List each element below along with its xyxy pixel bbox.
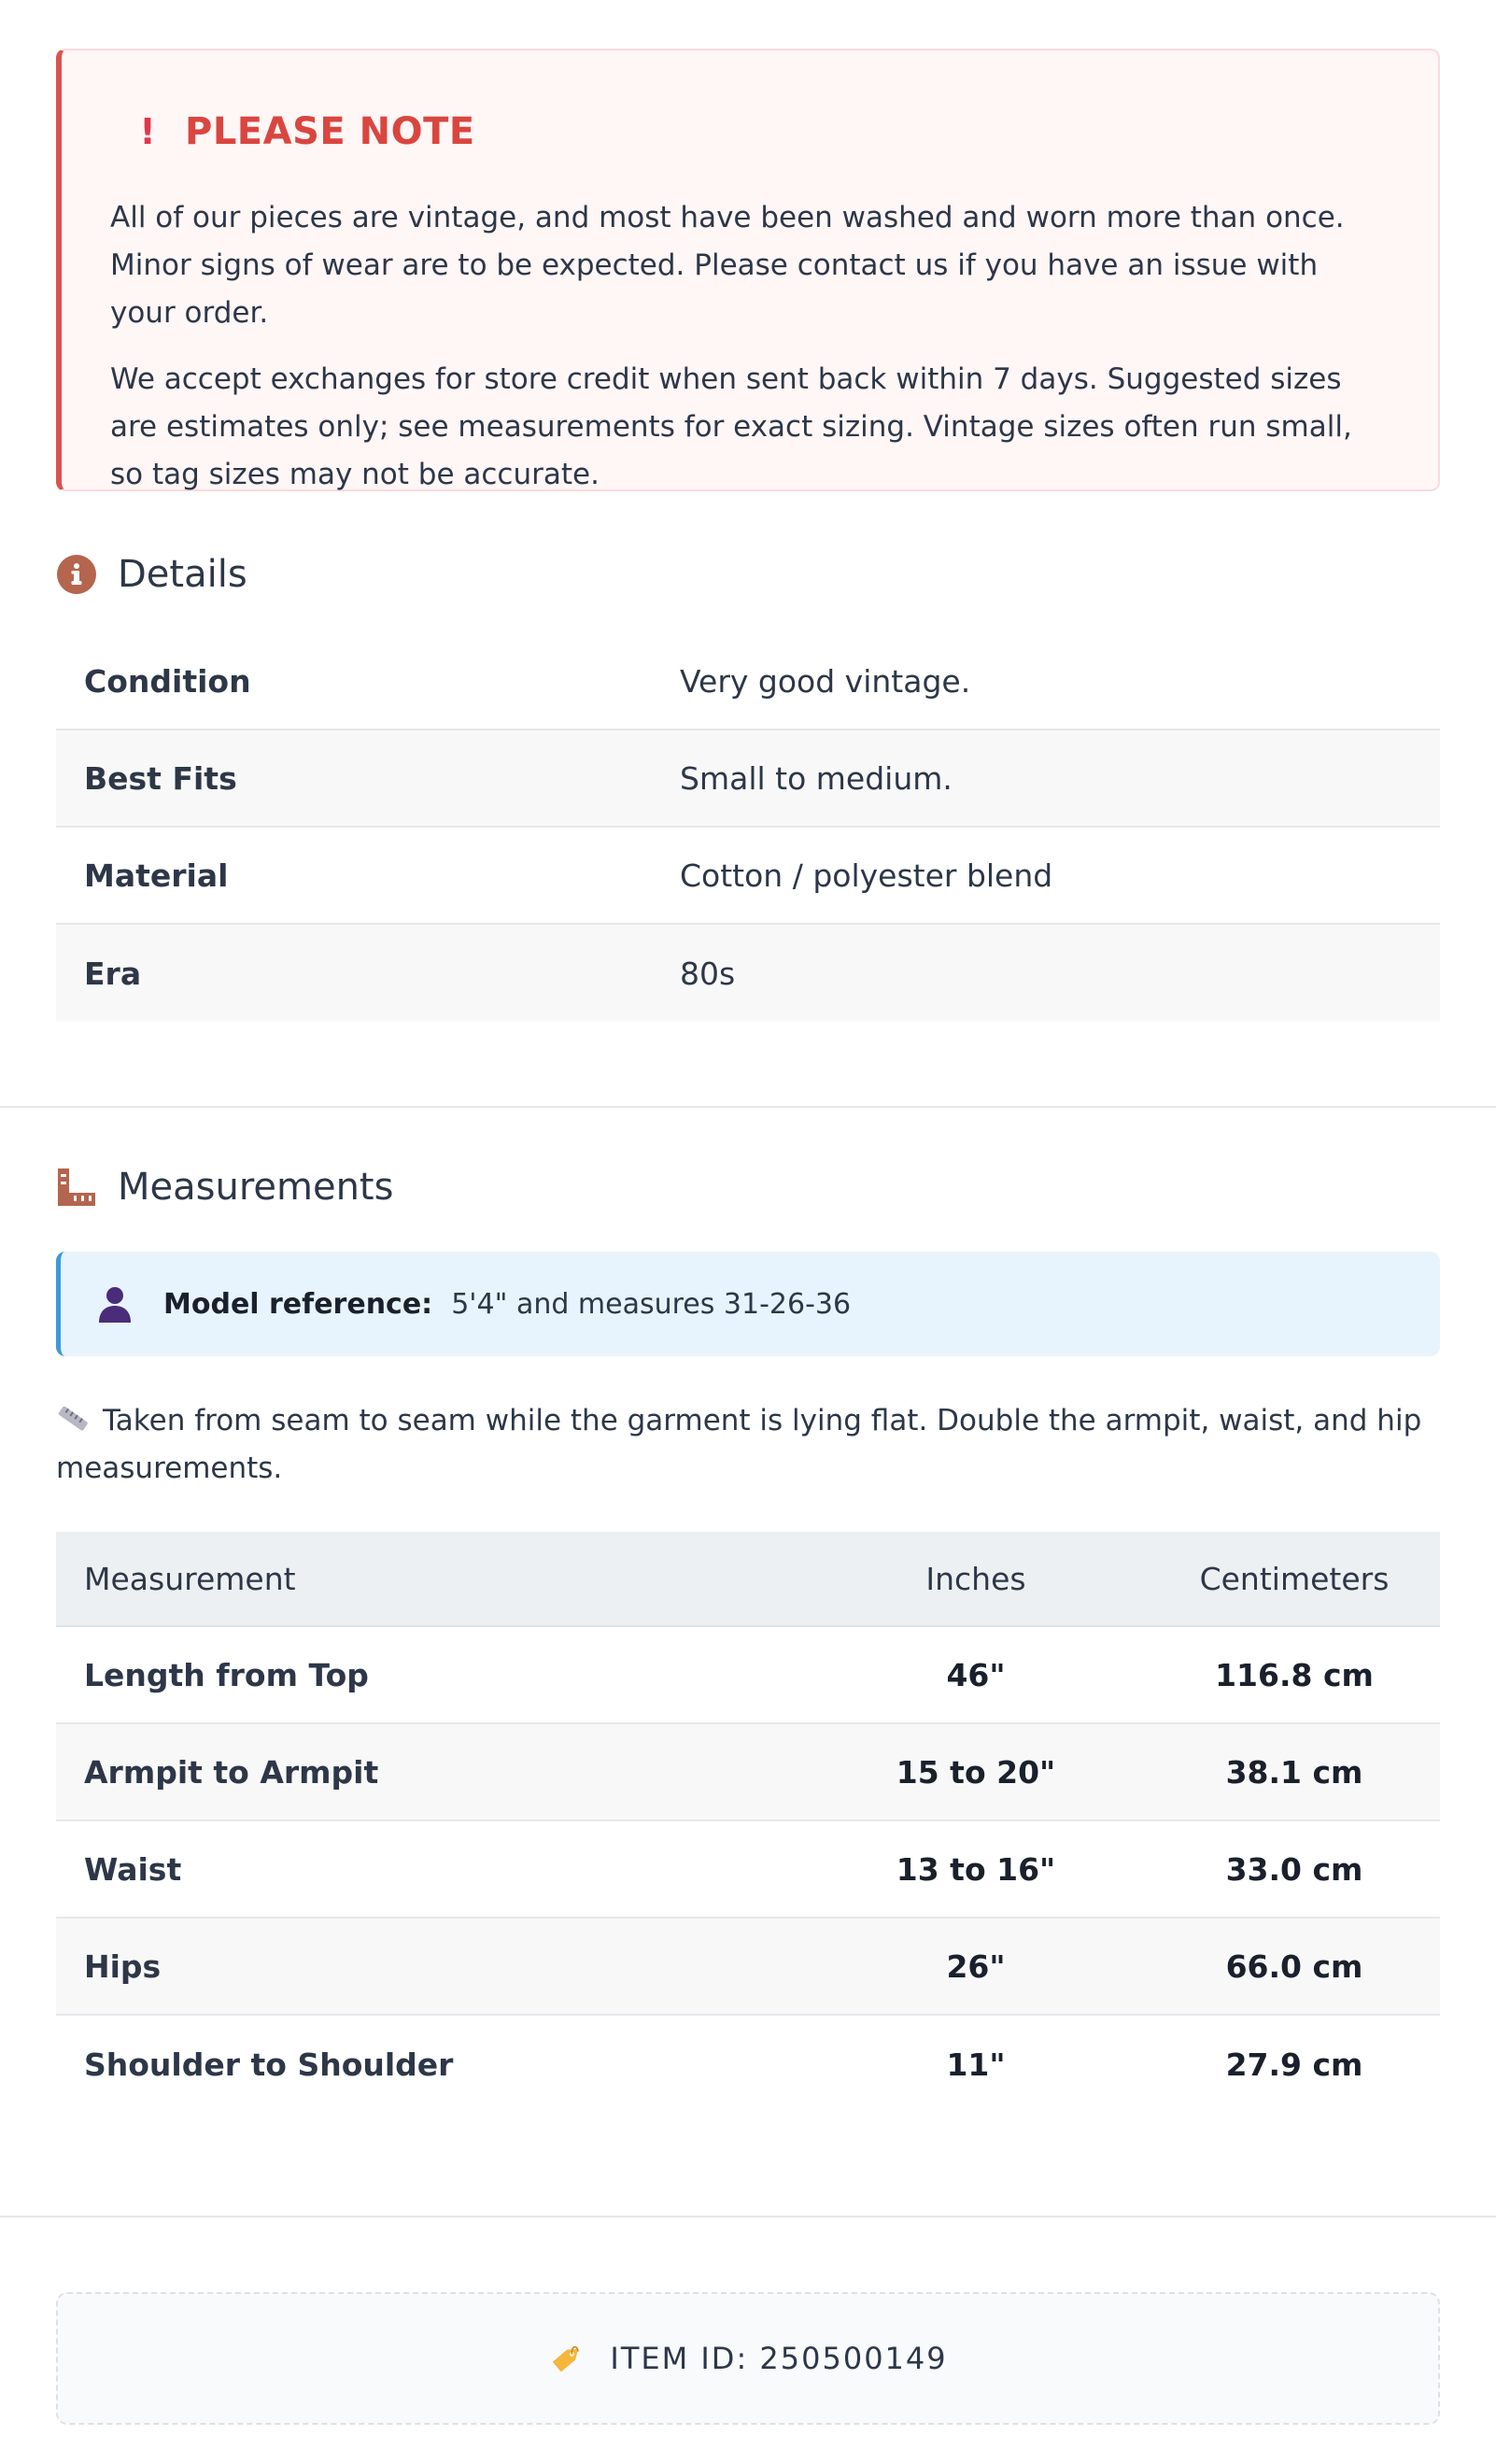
measurements-table (56, 1532, 1440, 2113)
straight-ruler-icon (56, 1402, 90, 1436)
details-label: Best Fits (84, 759, 237, 797)
table-row (56, 1821, 1440, 1919)
details-row-material (56, 828, 1440, 925)
model-reference-value: 5'4" and measures 31-26-36 (451, 1287, 852, 1321)
header-measurement: Measurement (84, 1560, 296, 1597)
measurement-instructions (56, 1397, 1440, 1493)
measurements-heading (56, 1166, 1440, 1209)
measurement-cm: 66.0 cm (1225, 1947, 1363, 1985)
measurement-name: Hips (84, 1947, 162, 1985)
details-label: Era (84, 955, 142, 992)
measurement-cm: 38.1 cm (1225, 1753, 1363, 1791)
measurement-inches: 46" (946, 1656, 1006, 1693)
info-icon (56, 554, 97, 595)
notice-paragraph-2: We accept exchanges for store credit when sent back within 7 days. Suggested sizes are estimates only; see measurements for exact sizing. Vintage sizes often run small, so tag sizes may not be accurate. (110, 362, 1352, 491)
measurement-inches: 11" (946, 2046, 1006, 2083)
table-row (56, 2016, 1440, 2113)
details-value: Very good vintage. (680, 662, 971, 700)
header-centimeters: Centimeters (1199, 1560, 1390, 1597)
person-icon (94, 1283, 135, 1324)
details-value: Cotton / polyester blend (680, 857, 1053, 894)
table-row (56, 1919, 1440, 2016)
measurement-cm: 116.8 cm (1215, 1656, 1374, 1693)
ruler-icon (56, 1167, 97, 1208)
details-row-condition (56, 633, 1440, 730)
details-heading (56, 553, 1440, 596)
measurement-inches: 15 to 20" (896, 1753, 1056, 1791)
details-row-best-fits (56, 730, 1440, 828)
header-inches: Inches (925, 1560, 1026, 1597)
tag-icon (548, 2340, 586, 2377)
measurement-name: Length from Top (84, 1656, 369, 1693)
table-row (56, 1724, 1440, 1821)
item-id-box (56, 2292, 1440, 2425)
measurement-cm: 33.0 cm (1225, 1850, 1363, 1888)
details-value: 80s (680, 955, 736, 992)
details-table (56, 633, 1440, 1022)
details-title: Details (118, 553, 247, 596)
table-row (56, 1627, 1440, 1724)
details-row-era (56, 925, 1440, 1022)
model-reference-box (56, 1252, 1440, 1356)
measurement-name: Waist (84, 1850, 182, 1888)
measurements-table-header (56, 1532, 1440, 1627)
measurement-cm: 27.9 cm (1225, 2046, 1363, 2083)
section-divider (0, 1106, 1496, 1108)
instructions-text: Taken from seam to seam while the garment is lying flat. Double the armpit, waist, and hip measurements. (56, 1404, 1422, 1485)
exclamation-icon: ! (139, 111, 156, 152)
notice-header (110, 99, 1388, 164)
notice-box (56, 49, 1440, 491)
page (0, 49, 1496, 1022)
measurement-name: Armpit to Armpit (84, 1753, 379, 1791)
measurement-inches: 26" (946, 1947, 1006, 1985)
details-label: Condition (84, 662, 251, 700)
details-label: Material (84, 857, 229, 894)
notice-title: PLEASE NOTE (185, 110, 475, 153)
section-divider (0, 2216, 1496, 2217)
measurement-inches: 13 to 16" (896, 1850, 1056, 1888)
notice-paragraph-1: All of our pieces are vintage, and most have been washed and worn more than once. Minor signs of wear are to be expected. Please contact us if you have an issue with your order. (110, 201, 1345, 330)
details-value: Small to medium. (680, 759, 953, 797)
measurement-name: Shoulder to Shoulder (84, 2046, 454, 2083)
item-id-text: ITEM ID: 250500149 (610, 2341, 948, 2376)
model-reference-label: Model reference: (163, 1287, 433, 1321)
measurements-title: Measurements (118, 1166, 394, 1209)
